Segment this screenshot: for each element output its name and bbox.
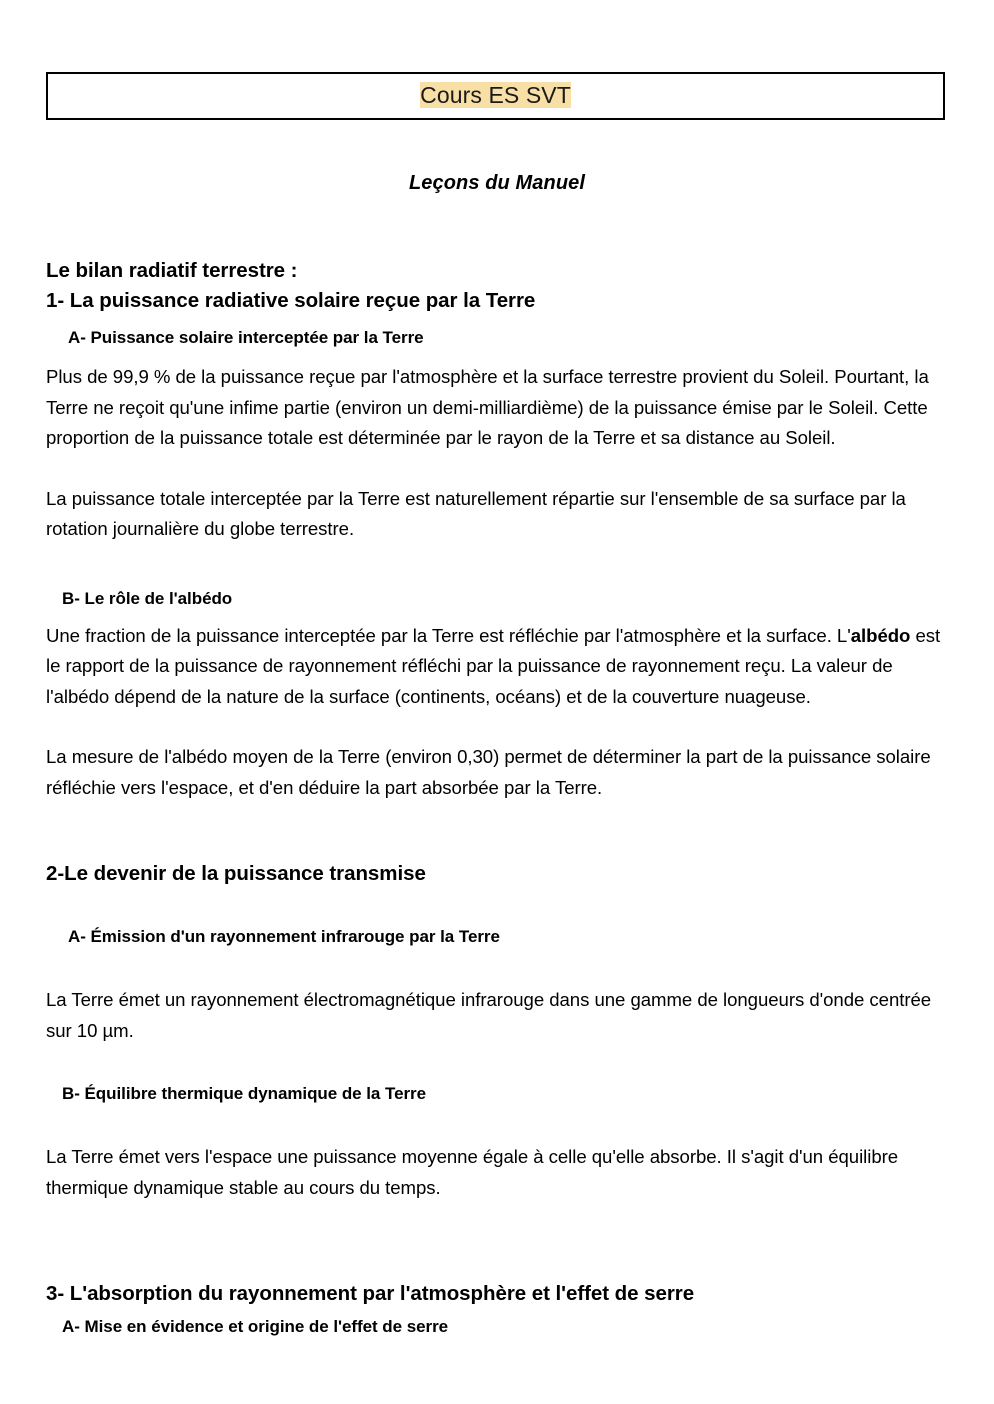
document-title-box xyxy=(46,72,945,120)
heading-section-2: 2-Le devenir de la puissance transmise xyxy=(46,862,426,885)
heading-section-1-a: A- Puissance solaire interceptée par la Terre xyxy=(68,328,424,347)
paragraph-1-b-1-text-start: Une fraction de la puissance interceptée par la Terre est réfléchie par l'atmosphère et la surface. L' xyxy=(46,624,851,646)
spacer xyxy=(46,613,952,621)
spacer xyxy=(46,803,952,859)
heading-section-3: 3- L'absorption du rayonnement par l'atmosphère et l'effet de serre xyxy=(46,1282,695,1305)
document-subtitle: Leçons du Manuel xyxy=(408,172,586,194)
spacer xyxy=(46,712,952,742)
paragraph-1-b-1-text-end: est le rapport de la puissance de rayonnement réfléchi par la puissance de rayonnement reçu. La valeur de l'albédo dépend de la nature de la surface (continents, océans) et de la couverture nuageuse. xyxy=(46,624,941,707)
term-albedo: albédo xyxy=(850,624,911,646)
paragraph-1-b-2: La mesure de l'albédo moyen de la Terre (environ 0,30) permet de déterminer la part de la puissance solaire réfléchie vers l'espace, et d'en déduire la part absorbée par la Terre. xyxy=(46,746,931,798)
spacer xyxy=(46,545,952,585)
heading-bilan-radiatif: Le bilan radiatif terrestre : xyxy=(46,259,298,282)
page-title-highlight: Cours ES SVT xyxy=(420,82,571,109)
paragraph-1-b-1 xyxy=(46,621,952,713)
paragraph-1-a-2: La puissance totale interceptée par la Terre est naturellement répartie sur l'ensemble de sa surface par la rotation journalière du globe terrestre. xyxy=(46,487,906,539)
spacer xyxy=(46,889,952,923)
paragraph-1-a-1: Plus de 99,9 % de la puissance reçue par l'atmosphère et la surface terrestre provient du Soleil. Pourtant, la Terre ne reçoit qu'une infime partie (environ un demi-milliardième) de la puissance émise par le Soleil. Cette proportion de la puissance totale est déterminée par le rayon de la Terre et sa distance au Soleil. xyxy=(46,366,929,448)
spacer xyxy=(46,951,952,985)
spacer xyxy=(46,1259,952,1279)
heading-section-1-b: B- Le rôle de l'albédo xyxy=(62,588,233,608)
spacer xyxy=(46,1108,952,1142)
paragraph-2-b-1: La Terre émet vers l'espace une puissance moyenne égale à celle qu'elle absorbe. Il s'agit d'un équilibre thermique dynamique stable au cours du temps. xyxy=(46,1146,899,1198)
document-body xyxy=(46,256,952,1341)
spacer xyxy=(46,1203,952,1259)
paragraph-2-a-1: La Terre émet un rayonnement électromagnétique infrarouge dans une gamme de longueurs d'onde centrée sur 10 µm. xyxy=(46,989,932,1041)
heading-section-1: 1- La puissance radiative solaire reçue par la Terre xyxy=(46,289,536,312)
spacer xyxy=(46,316,952,324)
heading-section-3-a: A- Mise en évidence et origine de l'effet de serre xyxy=(62,1317,449,1336)
heading-section-2-a: A- Émission d'un rayonnement infrarouge par la Terre xyxy=(68,927,500,946)
spacer xyxy=(46,352,952,362)
spacer xyxy=(46,454,952,484)
heading-section-2-b: B- Équilibre thermique dynamique de la Terre xyxy=(62,1084,427,1103)
spacer xyxy=(46,1046,952,1080)
page-title xyxy=(415,80,576,112)
